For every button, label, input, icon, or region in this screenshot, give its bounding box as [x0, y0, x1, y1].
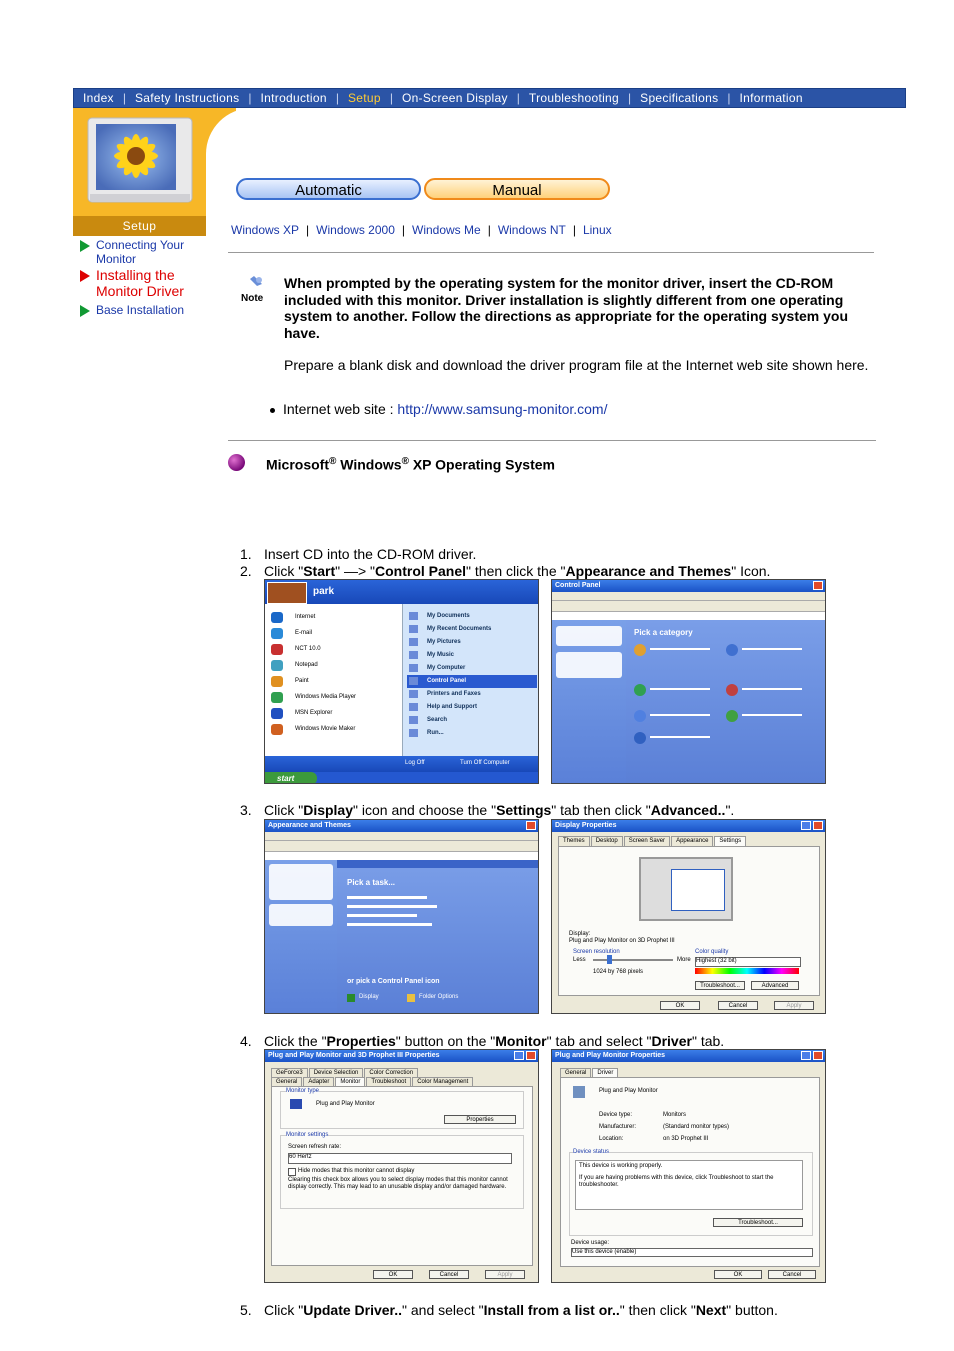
place-icon [409, 612, 418, 620]
place-icon [409, 716, 418, 724]
nav-separator: | [122, 91, 126, 105]
bullet-icon [270, 408, 275, 413]
status-line-1: This device is working properly. [579, 1163, 663, 1169]
pnp-properties-titlebar: Plug and Play Monitor Properties [552, 1050, 825, 1062]
sidebar-item-base[interactable] [80, 303, 200, 319]
color-quality-label: Color quality [695, 949, 729, 955]
resolution-value: 1024 by 768 pixels [593, 969, 644, 975]
place-label[interactable]: Control Panel [427, 678, 467, 684]
step-text: Click the " [264, 1033, 327, 1049]
control-panel-screenshot [551, 579, 826, 784]
start-menu-item[interactable] [269, 706, 399, 722]
nav-item-safety-instructions[interactable]: Safety Instructions [134, 91, 240, 105]
nav-separator: | [335, 91, 339, 105]
note-icon [240, 274, 270, 304]
program-icon [271, 708, 283, 719]
start-menu-item[interactable] [269, 610, 399, 626]
place-label[interactable]: Search [427, 717, 448, 723]
tab-general[interactable]: General [560, 1068, 591, 1078]
appearance-main [337, 860, 539, 1014]
refresh-label: Screen refresh rate: [288, 1144, 342, 1150]
folder-icon [407, 994, 415, 1002]
close-icon[interactable] [813, 1051, 823, 1060]
appearance-titlebar: Appearance and Themes [265, 820, 538, 832]
os-link-windows-2000[interactable]: Windows 2000 [316, 223, 395, 237]
category-line [650, 736, 710, 738]
monitor-name: Plug and Play Monitor [316, 1101, 375, 1107]
tab-device-selection[interactable]: Device Selection [309, 1068, 364, 1078]
monitor-properties-titlebar: Plug and Play Monitor and 3D Prophet III Properties [265, 1050, 538, 1062]
place-label[interactable]: My Pictures [427, 639, 461, 645]
pick-task: Pick a task... [347, 878, 396, 887]
category-line [742, 714, 802, 716]
display-properties-titlebar: Display Properties [552, 820, 825, 832]
start-menu-place[interactable] [407, 688, 537, 701]
triangle-bullet-icon [80, 305, 90, 317]
cancel-button[interactable]: Cancel [429, 1270, 469, 1279]
start-menu-item[interactable] [269, 626, 399, 642]
reg-mark: ® [401, 456, 409, 467]
program-icon [271, 644, 283, 655]
advanced-button[interactable]: Advanced [751, 981, 799, 990]
control-panel-sidebar [552, 620, 626, 784]
place-icon [409, 690, 418, 698]
start-menu-place[interactable] [407, 662, 537, 675]
start-menu-place[interactable] [407, 636, 537, 649]
program-label[interactable]: MSN Explorer [295, 710, 333, 716]
step-text: " button on the " [395, 1033, 496, 1049]
hide-modes-desc: Clearing this check box allows you to select display modes that this monitor cannot display correctly. This may lead to an unusable display and/or damaged hardware. [288, 1177, 508, 1190]
category-icon[interactable] [726, 710, 738, 722]
start-menu-place[interactable] [407, 649, 537, 662]
sidebar-section-label: Setup [73, 216, 206, 236]
start-menu-place[interactable] [407, 623, 537, 636]
toolbar [552, 601, 825, 612]
website-line [270, 401, 607, 417]
display-label: Display: [569, 931, 591, 937]
category-icon[interactable] [634, 732, 646, 744]
tab-geforce3[interactable]: GeForce3 [271, 1068, 308, 1078]
program-label[interactable]: Windows Movie Maker [295, 726, 356, 732]
tab-desktop[interactable]: Desktop [591, 836, 623, 846]
category-line [650, 688, 710, 690]
start-menu-place[interactable] [407, 727, 537, 740]
tab-troubleshoot[interactable]: Troubleshoot [366, 1077, 411, 1087]
os-microsoft: Microsoft [266, 456, 329, 473]
divider [228, 252, 874, 253]
program-icon [271, 676, 283, 687]
device-usage-select[interactable]: Use this device (enable) [571, 1248, 813, 1257]
category-line [742, 648, 802, 650]
monitor-illustration-icon [86, 116, 194, 208]
step-keyword: Monitor [495, 1033, 547, 1049]
device-type-label: Device type: [599, 1112, 633, 1118]
tab-color-management[interactable]: Color Management [412, 1077, 473, 1087]
display-value: Plug and Play Monitor on 3D Prophet III [569, 938, 675, 944]
link-separator: | [401, 223, 405, 237]
start-menu-place[interactable] [407, 610, 537, 623]
link-separator: | [306, 223, 310, 237]
display-icon[interactable] [347, 994, 355, 1002]
step-text: Insert CD into the CD-ROM driver. [264, 546, 477, 562]
place-label[interactable]: Help and Support [427, 704, 477, 710]
category-icon[interactable] [634, 684, 646, 696]
start-button[interactable]: start [265, 772, 317, 784]
turn-off[interactable]: Turn Off Computer [460, 760, 510, 766]
step-text: " then click the " [466, 563, 566, 579]
step-text: ". [725, 802, 735, 818]
cancel-button[interactable]: Cancel [718, 1001, 758, 1010]
step-text: " tab and select " [546, 1033, 652, 1049]
close-icon[interactable] [813, 821, 823, 830]
link-separator: | [572, 223, 576, 237]
tab-settings[interactable]: Settings [714, 836, 746, 846]
step-text: " tab. [691, 1033, 725, 1049]
nav-separator: | [628, 91, 632, 105]
nav-separator: | [389, 91, 393, 105]
start-menu-user: park [313, 586, 335, 597]
os-link-windows-me[interactable]: Windows Me [412, 223, 481, 237]
tab-appearance[interactable]: Appearance [671, 836, 713, 846]
place-label[interactable]: My Documents [427, 613, 470, 619]
place-icon [409, 703, 418, 711]
nav-item-specifications[interactable]: Specifications [640, 91, 719, 105]
start-menu-item[interactable] [269, 658, 399, 674]
step-3 [240, 802, 734, 818]
place-icon [409, 651, 418, 659]
step-number: 4. [240, 1033, 252, 1049]
os-section-title [266, 456, 555, 473]
display-properties-screenshot [551, 819, 826, 1014]
nav-item-introduction[interactable]: Introduction [260, 91, 327, 105]
less-label: Less [573, 957, 586, 963]
start-menu-item[interactable] [269, 722, 399, 738]
log-off[interactable]: Log Off [405, 760, 425, 766]
help-icon[interactable] [801, 821, 811, 830]
place-icon [409, 677, 418, 685]
start-menu-item[interactable] [269, 642, 399, 658]
place-label[interactable]: My Recent Documents [427, 626, 492, 632]
help-icon[interactable] [514, 1051, 524, 1060]
os-rest: XP Operating System [408, 456, 555, 473]
properties-button[interactable]: Properties [444, 1115, 516, 1124]
step-keyword: Control Panel [375, 563, 467, 579]
sidebar-item-connecting[interactable] [80, 238, 200, 266]
step-number: 2. [240, 563, 252, 579]
status-line-2: If you are having problems with this device, click Troubleshoot to start the troubleshooter. [579, 1175, 774, 1188]
start-menu-item[interactable] [269, 690, 399, 706]
step-keyword: Install from a list or.. [483, 1302, 620, 1318]
tab-general[interactable]: General [271, 1077, 302, 1087]
step-text: " then click " [619, 1302, 696, 1318]
color-bar [695, 968, 799, 974]
triangle-bullet-icon [80, 240, 90, 252]
monitor-settings-label: Monitor settings [286, 1132, 329, 1138]
device-usage-label: Device usage: [571, 1240, 610, 1246]
step-keyword: Start [303, 563, 336, 579]
step-5 [240, 1302, 778, 1318]
close-icon[interactable] [526, 821, 536, 830]
program-label[interactable]: Paint [295, 678, 309, 684]
place-icon [409, 664, 418, 672]
control-panel-main [626, 620, 826, 784]
note-text: When prompted by the operating system for the monitor driver, insert the CD-ROM included with this monitor. Driver installation is slightly different from one operating system to another. Follow the directions as appropriate for the operating system you have. [284, 275, 848, 341]
display-label[interactable]: Display [359, 994, 379, 1000]
apply-button[interactable]: Apply [485, 1270, 525, 1279]
sidebar-item-label[interactable]: Connecting Your Monitor [96, 238, 185, 266]
start-menu-place[interactable] [407, 714, 537, 727]
program-icon [271, 660, 283, 671]
nav-item-information[interactable]: Information [739, 91, 803, 105]
step-keyword: Settings [496, 802, 552, 818]
device-status-label: Device status [573, 1149, 610, 1155]
slider-thumb[interactable] [607, 955, 612, 964]
taskbar [265, 772, 539, 784]
place-icon [409, 625, 418, 633]
nav-separator: | [248, 91, 252, 105]
step-4 [240, 1033, 724, 1049]
step-keyword: Advanced.. [650, 802, 726, 818]
step-text: " button. [726, 1302, 778, 1318]
resolution-label: Screen resolution [573, 949, 620, 955]
program-label[interactable]: E-mail [295, 630, 313, 636]
step-text: Click " [264, 563, 304, 579]
place-label[interactable]: My Music [427, 652, 455, 658]
program-icon [271, 628, 283, 639]
hide-modes-label: Hide modes that this monitor cannot display [298, 1168, 415, 1174]
close-icon[interactable] [813, 581, 823, 590]
category-line [742, 688, 802, 690]
tab-screen-saver[interactable]: Screen Saver [624, 836, 670, 846]
start-menu-left [265, 604, 402, 764]
appearance-screenshot [264, 819, 539, 1014]
program-label[interactable]: Notepad [295, 662, 318, 668]
os-links [231, 223, 612, 237]
pnp-properties-screenshot [551, 1049, 826, 1283]
more-label: More [677, 957, 691, 963]
triangle-bullet-icon [80, 270, 90, 282]
start-menu-screenshot [264, 579, 539, 784]
category-icon[interactable] [634, 710, 646, 722]
nav-item-index[interactable]: Index [83, 91, 114, 105]
program-label[interactable]: NCT 10.0 [295, 646, 321, 652]
left-panel-curve-mask [206, 108, 266, 236]
tab-color-correction[interactable]: Color Correction [364, 1068, 418, 1078]
step-keyword: Update Driver.. [303, 1302, 403, 1318]
monitor-icon [290, 1099, 302, 1109]
device-type-value: Monitors [663, 1112, 687, 1118]
step-keyword: Next [695, 1302, 727, 1318]
start-menu-place[interactable] [407, 675, 537, 688]
nav-item-on-screen-display[interactable]: On-Screen Display [401, 91, 508, 105]
program-icon [271, 692, 283, 703]
menu-bar [552, 592, 825, 601]
step-1 [240, 546, 476, 562]
troubleshoot-button[interactable]: Troubleshoot... [713, 1218, 803, 1227]
category-line [650, 714, 710, 716]
top-nav [73, 88, 906, 108]
category-line [650, 648, 710, 650]
monitor-icon [573, 1086, 585, 1098]
sidebar-item-label[interactable]: Installing the Monitor Driver [96, 267, 184, 299]
os-link-linux[interactable]: Linux [582, 223, 612, 237]
program-icon [271, 612, 283, 623]
tab-monitor[interactable]: Monitor [335, 1077, 365, 1087]
os-link-windows-nt[interactable]: Windows NT [497, 223, 566, 237]
tab-automatic[interactable]: Automatic [236, 178, 421, 200]
monitor-preview [639, 857, 733, 921]
tab-manual[interactable]: Manual [424, 178, 610, 200]
resolution-slider[interactable] [593, 959, 673, 961]
os-link-windows-xp[interactable]: Windows XP [231, 223, 300, 237]
step-2 [240, 563, 770, 579]
nav-item-troubleshooting[interactable]: Troubleshooting [528, 91, 620, 105]
svg-text:Note: Note [241, 293, 264, 304]
os-windows: Windows [336, 456, 402, 473]
nav-separator: | [727, 91, 731, 105]
step-keyword: Driver [651, 1033, 692, 1049]
program-label[interactable]: Windows Media Player [295, 694, 357, 700]
category-icon[interactable] [634, 644, 646, 656]
prepare-text: Prepare a blank disk and download the driver program file at the Internet web site shown here. [284, 357, 869, 373]
step-text: " —> " [335, 563, 376, 579]
step-text: Click " [264, 802, 304, 818]
pick-category: Pick a category [634, 628, 693, 637]
device-status-box [575, 1160, 803, 1210]
tab-themes[interactable]: Themes [558, 836, 590, 846]
step-keyword: Properties [326, 1033, 396, 1049]
purple-ball-icon [228, 454, 245, 471]
step-number: 5. [240, 1302, 252, 1318]
manufacturer-label: Manufacturer: [599, 1124, 637, 1130]
step-text: " and select " [402, 1302, 484, 1318]
place-label[interactable]: Printers and Faxes [427, 691, 481, 697]
start-menu-place[interactable] [407, 701, 537, 714]
color-quality-select[interactable]: Highest (32 bit) [695, 957, 801, 967]
user-avatar [267, 582, 307, 604]
manufacturer-value: (Standard monitor types) [663, 1124, 730, 1130]
help-icon[interactable] [801, 1051, 811, 1060]
category-icon[interactable] [726, 684, 738, 696]
cancel-button[interactable]: Cancel [768, 1270, 816, 1279]
ok-button[interactable]: OK [714, 1270, 762, 1279]
start-menu-footer [265, 756, 539, 772]
location-value: on 3D Prophet III [663, 1136, 709, 1142]
place-icon [409, 729, 418, 737]
program-label[interactable]: Internet [295, 614, 316, 620]
step-number: 1. [240, 546, 252, 562]
step-number: 3. [240, 802, 252, 818]
step-text: " Icon. [731, 563, 771, 579]
reg-mark: ® [329, 456, 337, 467]
folder-options-label[interactable]: Folder Options [419, 994, 459, 1000]
step-keyword: Display [303, 802, 354, 818]
pick-icon: or pick a Control Panel icon [347, 978, 440, 985]
website-label: Internet web site : [283, 401, 398, 417]
appearance-sidebar [265, 860, 337, 1014]
place-label[interactable]: Run... [427, 730, 444, 736]
close-icon[interactable] [526, 1051, 536, 1060]
step-text: " icon and choose the " [353, 802, 497, 818]
ok-button[interactable]: OK [373, 1270, 413, 1279]
sidebar-item-installing[interactable] [80, 267, 200, 301]
refresh-select[interactable]: 60 Hertz [288, 1153, 512, 1164]
hide-modes-checkbox[interactable] [288, 1168, 296, 1176]
divider [228, 440, 876, 441]
start-menu-right [402, 604, 539, 764]
website-link[interactable]: http://www.samsung-monitor.com/ [397, 401, 608, 417]
tab-adapter[interactable]: Adapter [303, 1077, 334, 1087]
ok-button[interactable]: OK [660, 1001, 700, 1010]
monitor-type-label: Monitor type [286, 1088, 320, 1094]
step-text: Click " [264, 1302, 304, 1318]
category-icon[interactable] [726, 644, 738, 656]
sidebar-item-label[interactable]: Base Installation [96, 303, 185, 317]
step-keyword: Appearance and Themes [565, 563, 732, 579]
start-menu-item[interactable] [269, 674, 399, 690]
nav-separator: | [516, 91, 520, 105]
link-separator: | [487, 223, 491, 237]
nav-item-setup[interactable]: Setup [347, 91, 381, 105]
place-label[interactable]: My Computer [427, 665, 466, 671]
apply-button[interactable]: Apply [774, 1001, 814, 1010]
place-icon [409, 638, 418, 646]
monitor-properties-screenshot [264, 1049, 539, 1283]
pnp-name: Plug and Play Monitor [599, 1088, 658, 1094]
control-panel-titlebar: Control Panel [552, 580, 825, 592]
step-text: " tab then click " [551, 802, 651, 818]
troubleshoot-button[interactable]: Troubleshoot... [695, 981, 745, 990]
location-label: Location: [599, 1136, 624, 1142]
tab-driver[interactable]: Driver [592, 1068, 618, 1078]
program-icon [271, 724, 283, 735]
